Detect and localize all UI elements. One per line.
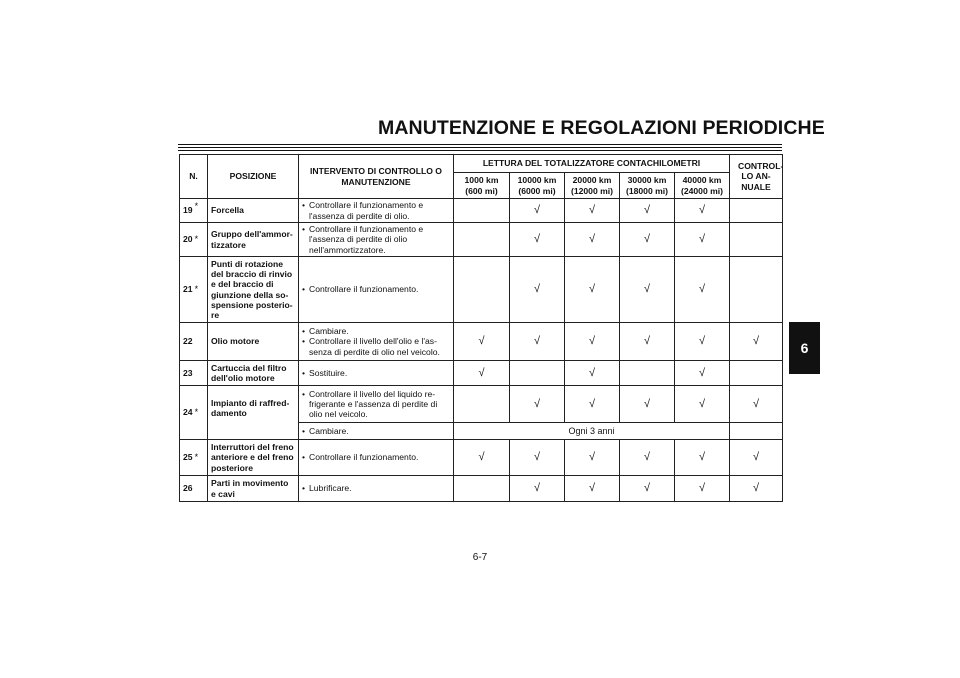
check-cell: √ [675, 476, 730, 502]
check-cell: √ [454, 361, 510, 386]
check-cell: √ [510, 223, 565, 257]
row-position: Parti in movimento e cavi [208, 476, 299, 502]
row-position: Gruppo dell'ammor- tizzatore [208, 223, 299, 257]
check-cell: √ [620, 257, 675, 323]
check-cell: √ [565, 199, 620, 223]
title-rule [178, 144, 782, 151]
table-row [180, 386, 783, 423]
row-position: Olio motore [208, 323, 299, 361]
check-cell: √ [675, 257, 730, 323]
check-cell [454, 257, 510, 323]
header-odometer: LETTURA DEL TOTALIZZATORE CONTACHILOMETRI [454, 155, 730, 173]
header-intervention: INTERVENTO DI CONTROLLO O MANUTENZIONE [299, 155, 454, 199]
check-cell [454, 199, 510, 223]
table-row [180, 199, 783, 223]
check-cell [730, 257, 783, 323]
row-action: • Controllare il livello del liquido re- frigerante e l'assenza di perdite di olio nel veicolo. [299, 386, 454, 423]
check-cell: √ [510, 323, 565, 361]
table-row [180, 361, 783, 386]
asterisk-mark: * [194, 201, 199, 212]
page-title: MANUTENZIONE E REGOLAZIONI PERIODICHE [378, 117, 825, 139]
check-cell [454, 386, 510, 423]
row-number: 25 * [180, 440, 208, 476]
row-number: 22 [180, 323, 208, 361]
row-action: • Controllare il funzionamento e l'assenza di perdite di olio nell'ammortizzatore. [299, 223, 454, 257]
check-cell: √ [565, 440, 620, 476]
header-interval: 1000 km (600 mi) [454, 173, 510, 199]
check-cell: √ [675, 323, 730, 361]
check-cell [730, 361, 783, 386]
row-number: 19 * [180, 199, 208, 223]
maintenance-table [179, 154, 783, 502]
check-cell: √ [730, 323, 783, 361]
check-cell [510, 361, 565, 386]
check-cell: √ [675, 361, 730, 386]
chapter-tab: 6 [789, 322, 820, 374]
interval-note: Ogni 3 anni [454, 423, 730, 440]
check-cell: √ [510, 440, 565, 476]
check-cell: √ [565, 476, 620, 502]
table-row [180, 476, 783, 502]
check-cell: √ [565, 257, 620, 323]
row-action: • Lubrificare. [299, 476, 454, 502]
header-num: N. [180, 155, 208, 199]
row-number: 24 * [180, 386, 208, 440]
check-cell: √ [510, 257, 565, 323]
row-number: 21 * [180, 257, 208, 323]
row-action: • Controllare il funzionamento. [299, 257, 454, 323]
header-interval: 10000 km (6000 mi) [510, 173, 565, 199]
row-action: • Cambiare. [299, 423, 454, 440]
page-number: 6-7 [472, 552, 488, 563]
row-action: • Cambiare. • Controllare il livello dell'olio e l'as- senza di perdite di olio nel veicolo. [299, 323, 454, 361]
check-cell: √ [675, 386, 730, 423]
row-position: Punti di rotazione del braccio di rinvio e del braccio di giunzione della so- spensione posterio- re [208, 257, 299, 323]
row-position: Interruttori del freno anteriore e del freno posteriore [208, 440, 299, 476]
check-cell: √ [620, 323, 675, 361]
check-cell: √ [675, 223, 730, 257]
asterisk-mark: * [194, 284, 199, 295]
row-position: Cartuccia del filtro dell'olio motore [208, 361, 299, 386]
check-cell [730, 199, 783, 223]
check-cell: √ [620, 199, 675, 223]
table-row [180, 440, 783, 476]
check-cell: √ [510, 386, 565, 423]
check-cell: √ [620, 223, 675, 257]
check-cell [730, 423, 783, 440]
check-cell: √ [454, 440, 510, 476]
check-cell: √ [675, 199, 730, 223]
check-cell: √ [454, 323, 510, 361]
check-cell [454, 223, 510, 257]
check-cell: √ [730, 476, 783, 502]
row-position: Forcella [208, 199, 299, 223]
check-cell [620, 361, 675, 386]
check-cell: √ [730, 386, 783, 423]
check-cell: √ [620, 386, 675, 423]
row-action: • Sostituire. [299, 361, 454, 386]
check-cell: √ [675, 440, 730, 476]
asterisk-mark: * [194, 452, 199, 463]
row-number: 23 [180, 361, 208, 386]
row-action: • Controllare il funzionamento. [299, 440, 454, 476]
row-number: 20 * [180, 223, 208, 257]
check-cell: √ [510, 476, 565, 502]
header-interval: 20000 km (12000 mi) [565, 173, 620, 199]
asterisk-mark: * [194, 234, 199, 245]
check-cell: √ [565, 361, 620, 386]
row-position: Impianto di raffred- damento [208, 386, 299, 440]
header-row-1 [180, 155, 783, 173]
header-interval: 30000 km (18000 mi) [620, 173, 675, 199]
row-number: 26 [180, 476, 208, 502]
header-annual-check: CONTROL- LO AN- NUALE [730, 155, 783, 199]
check-cell: √ [730, 440, 783, 476]
check-cell: √ [620, 476, 675, 502]
row-action: • Controllare il funzionamento e l'assenza di perdite di olio. [299, 199, 454, 223]
check-cell: √ [620, 440, 675, 476]
header-position: POSIZIONE [208, 155, 299, 199]
table-row [180, 257, 783, 323]
check-cell: √ [565, 323, 620, 361]
check-cell: √ [510, 199, 565, 223]
check-cell [454, 476, 510, 502]
asterisk-mark: * [194, 407, 199, 418]
header-interval: 40000 km (24000 mi) [675, 173, 730, 199]
table-row [180, 223, 783, 257]
check-cell [730, 223, 783, 257]
check-cell: √ [565, 386, 620, 423]
check-cell: √ [565, 223, 620, 257]
table-row [180, 323, 783, 361]
